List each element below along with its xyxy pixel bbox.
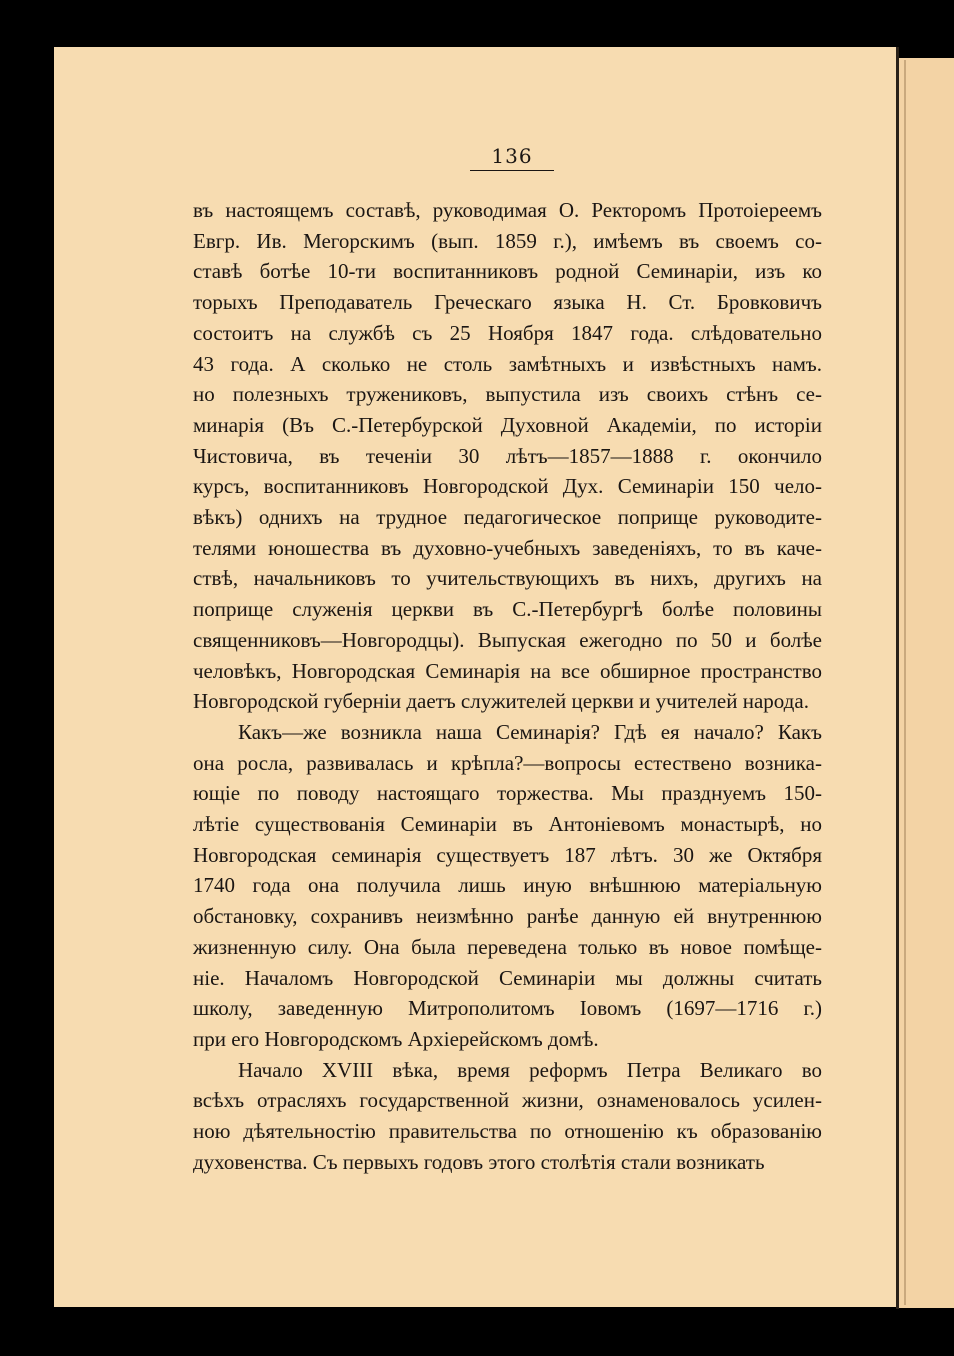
- text-line: ствѣ, начальниковъ то учительствующихъ въ нихъ, другихъ на: [193, 566, 822, 590]
- page-number: 136: [470, 144, 554, 171]
- text-line: Чистовича, въ теченіи 30 лѣтъ—1857—1888 г. окончило: [193, 444, 822, 468]
- text-line: 43 года. А сколько не столь замѣтныхъ и извѣстныхъ намъ.: [193, 352, 822, 376]
- text-line: жизненную силу. Она была переведена только въ новое помѣще-: [193, 935, 822, 959]
- text-line: курсъ, воспитанниковъ Новгородской Дух. Семинаріи 150 чело-: [193, 474, 822, 498]
- text-line: духовенства. Съ первыхъ годовъ этого столѣтія стали возникать: [193, 1150, 765, 1174]
- text-line: въ настоящемъ составѣ, руководимая О. Ректоромъ Протоіереемъ: [193, 198, 822, 222]
- text-line: Какъ—же возникла наша Семинарія? Гдѣ ея начало? Какъ: [238, 720, 822, 744]
- text-line: при его Новгородскомъ Архіерейскомъ домѣ.: [193, 1027, 599, 1051]
- text-line: ніе. Началомъ Новгородской Семинаріи мы должны считать: [193, 966, 822, 990]
- text-line: 1740 года она получила лишь иную внѣшнюю матеріальную: [193, 873, 822, 897]
- text-line: поприще служенія церкви въ С.-Петербургѣ болѣе половины: [193, 597, 822, 621]
- text-line: Новгородская семинарія существуетъ 187 лѣтъ. 30 же Октября: [193, 843, 822, 867]
- text-line: но полезныхъ тружениковъ, выпустила изъ своихъ стѣнъ се-: [193, 382, 822, 406]
- text-line: школу, заведенную Митрополитомъ Іовомъ (1697—1716 г.): [193, 996, 822, 1020]
- text-line: она росла, развивалась и крѣпла?—вопросы естествено возника-: [193, 751, 822, 775]
- text-line: всѣхъ отрасляхъ государственной жизни, ознаменовалось усилен-: [193, 1088, 822, 1112]
- text-line: ною дѣятельностію правительства по отношенію къ образованію: [193, 1119, 822, 1143]
- text-line: ющіе по поводу настоящаго торжества. Мы празднуемъ 150-: [193, 781, 822, 805]
- text-line: вѣкъ) однихъ на трудное педагогическое поприще руководите-: [193, 505, 822, 529]
- text-line: Начало XVIII вѣка, время реформъ Петра Великаго во: [238, 1058, 822, 1082]
- text-line: священниковъ—Новгородцы). Выпуская ежегодно по 50 и болѣе: [193, 628, 822, 652]
- text-line: торыхъ Преподаватель Греческаго языка Н. Ст. Бровковичъ: [193, 290, 822, 314]
- text-line: Евгр. Ив. Мегорскимъ (вып. 1859 г.), имѣемъ въ своемъ со-: [193, 229, 822, 253]
- adjacent-page-border: [904, 60, 906, 1305]
- book-spine: [896, 47, 899, 1309]
- text-line: состоитъ на службѣ съ 25 Ноября 1847 года. слѣдовательно: [193, 321, 822, 345]
- text-line: лѣтіе существованія Семинаріи въ Антоніевомъ монастырѣ, но: [193, 812, 822, 836]
- text-line: минарія (Въ С.-Петербурской Духовной Академіи, по исторіи: [193, 413, 822, 437]
- text-line: ставѣ ботѣе 10-ти воспитанниковъ родной Семинаріи, изъ ко: [193, 259, 822, 283]
- adjacent-page-edge: [899, 58, 954, 1308]
- text-line: человѣкъ, Новгородская Семинарія на все обширное пространство: [193, 659, 822, 683]
- text-line: обстановку, сохранивъ неизмѣнно ранѣе данную ей внутреннюю: [193, 904, 822, 928]
- text-line: Новгородской губерніи даетъ служителей церкви и учителей народа.: [193, 689, 809, 713]
- text-line: телями юношества въ духовно-учебныхъ заведеніяхъ, то въ каче-: [193, 536, 822, 560]
